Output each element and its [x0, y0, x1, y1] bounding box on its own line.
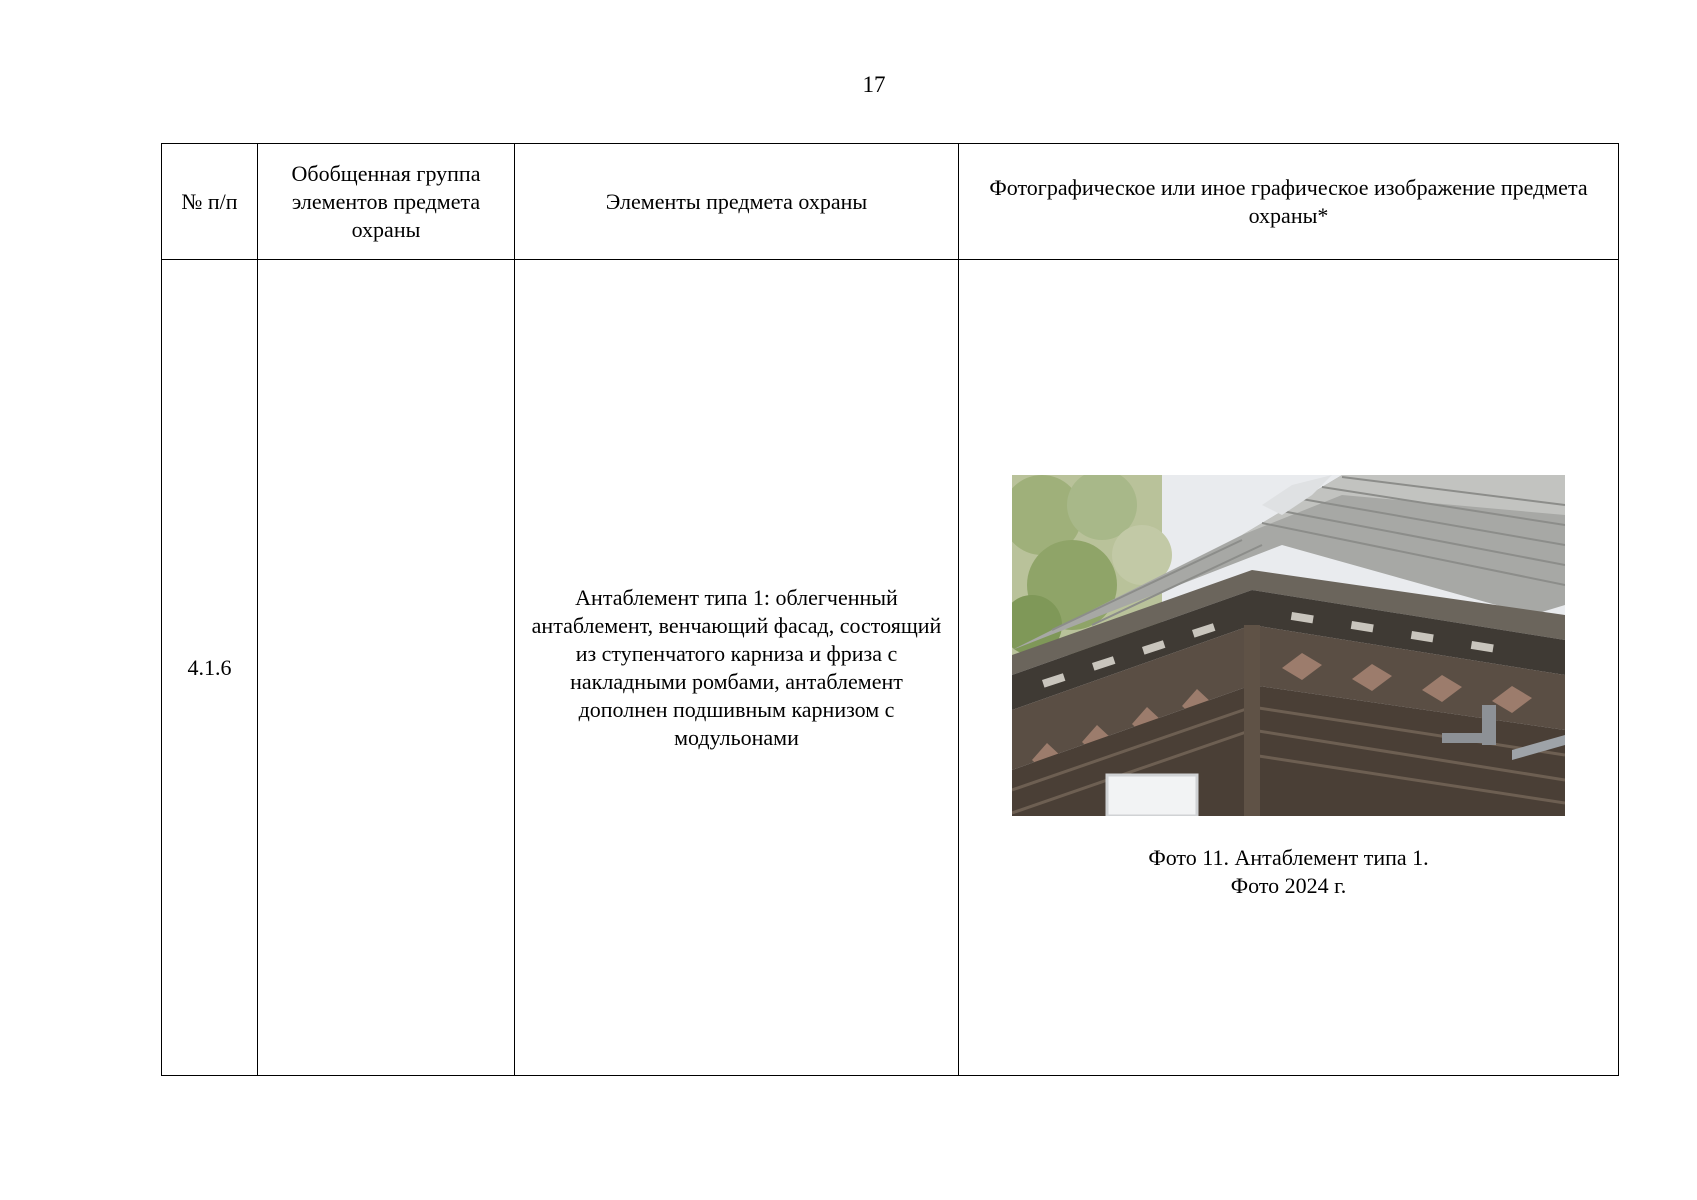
row-group: [258, 260, 515, 1076]
row-element-description: Антаблемент типа 1: облегченный антаблемент, венчающий фасад, состоящий из ступенчатого карниза и фриза с накладными ромбами, антаблемент дополнен подшивным карнизом с модульонами: [515, 260, 959, 1076]
row-number: 4.1.6: [162, 260, 258, 1076]
header-photo: Фотографическое или иное графическое изображение предмета охраны*: [959, 144, 1619, 260]
photo-caption-line-2: Фото 2024 г.: [1230, 873, 1347, 898]
protection-table: [161, 143, 1619, 1076]
photo-caption: [1148, 844, 1428, 900]
entablature-photo: [1012, 475, 1565, 816]
row-photo-cell: [959, 260, 1619, 1076]
header-elements: Элементы предмета охраны: [515, 144, 959, 260]
table-header-row: [162, 144, 1619, 260]
header-number: № п/п: [162, 144, 258, 260]
header-group: Обобщенная группа элементов предмета охраны: [258, 144, 515, 260]
page-number: 17: [862, 72, 886, 97]
table-row: [162, 260, 1619, 1076]
photo-caption-line-1: Фото 11. Антаблемент типа 1.: [1148, 845, 1429, 870]
